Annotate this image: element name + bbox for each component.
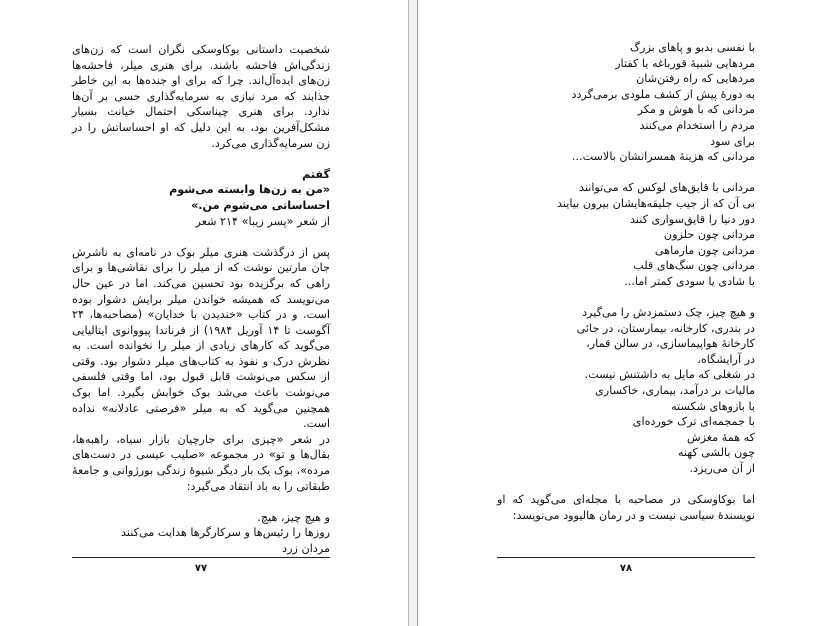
left-poem — [72, 510, 330, 557]
poem-line: مردانی که هزینهٔ همسرانشان بالاست... — [571, 150, 755, 164]
poem-line: روزها را رئیس‌ها و سرکارگرها هدایت می‌کنند — [121, 526, 330, 540]
left-page-body — [72, 42, 330, 557]
poem-line: بی آن که از جیب جلیقه‌هایشان بیرون بیایند — [557, 196, 755, 210]
footer-rule — [497, 557, 755, 558]
poem-line: مردهایی شبیهٔ قورباغه یا کفتار — [615, 56, 755, 70]
poem-line: از آن می‌ریزد. — [689, 462, 755, 476]
quote-source: از شعر «پسر زیبا» ۲۱۴ شعر — [195, 214, 330, 228]
main-paragraph: پس از درگذشت هنری میلر بوک در نامه‌ای به ناشرش جان مارتین نوشت که از میلر را برای نقاشی‌ها و برای راهی که برگزیده بود تحسین می‌کند. اما در عین حال می‌نویسد که همیشه خواندن میلر برایش دشوار بوده است. و در کتاب «خندیدن با خدایان» (مصاحبه‌ها، ۲۴ آگوست تا ۱۴ آوریل ۱۹۸۴) از فرناندا پیووانوی ایتالیایی می‌گوید که کارهای زیادی از میلر را نخوانده است. به نظرش درک و نفوذ به کتاب‌های میلر دشوار بود. وقتی از سکس می‌نوشت قابل قبول بود، اما وقتی فلسفی می‌نوشت باعث می‌شد بوک خوابش بگیرد. اما بوک همچنین می‌گوید که به میلر «فرصتی عادلانه» نداده است. — [72, 245, 330, 431]
book-gutter — [408, 0, 418, 626]
poem-line: مردان زرد — [282, 542, 330, 555]
poem-line: مردم را استخدام می‌کنند — [639, 118, 755, 132]
poem-line: مالیات بر درآمد، بیماری، خاکساری — [595, 384, 755, 398]
poem-line: در آرایشگاه، — [697, 352, 755, 366]
poem-line: برای سود — [710, 134, 755, 148]
poem-line: با شادی یا سودی کمتر اما... — [624, 274, 755, 288]
page-number: ۷۸ — [619, 563, 633, 574]
poem-line: و هیچ چیز، چک دستمزدش را می‌گیرد — [582, 306, 755, 320]
quote-line: احساساتی می‌شوم من.» — [191, 198, 330, 212]
poem-line: مردهایی که راه رفتن‌شان — [636, 72, 755, 86]
poem-line: مردانی چون حلزون — [663, 228, 755, 242]
poem-line: با بازوهای شکسته — [671, 399, 755, 413]
poem-line: که همهٔ مغزش — [686, 430, 755, 444]
poem-line: مردانی که با هوش و مکر — [637, 103, 755, 117]
footer-rule — [72, 557, 330, 558]
poem-line: مردانی چون سگ‌های قلب — [633, 259, 755, 273]
poem-line: دور دنیا را قایق‌سواری کنند — [630, 212, 755, 226]
poem-line: و هیچ چیز، هیچ. — [257, 510, 330, 524]
poem-line: با جمجمه‌ای ترک خورده‌ای — [632, 415, 755, 429]
poem-line: کارخانهٔ هواپیماسازی، در سالن قمار، — [586, 337, 755, 351]
intro-paragraph: شخصیت داستانی بوکاوسکی نگران است که زن‌های زندگی‌اش فاحشه باشند. برای هنری میلر، فاحشه‌ها زن‌های ایده‌آل‌اند. چرا که برای او جنده‌ها به این خاطر جذابند که مرد نیازی به سرمایه‌گذاری حسی بر آن‌ها ندارد. برای هنری چیناسکی احتمال خیانت بسیار مشکل‌آفرین بود، به این دلیل که او احساساتش را در زن سرمایه‌گذاری می‌کرد. — [72, 43, 330, 150]
poem-line: مردانی چون مارماهی — [654, 243, 755, 257]
poem-line: مردانی با قایق‌های لوکس که می‌توانند — [578, 181, 755, 195]
right-page-body — [497, 40, 755, 523]
poem-line: در شغلی که مایل به داشتنش نیست. — [584, 368, 755, 382]
quote-heading: گفتم — [302, 167, 330, 181]
poem-line: به دورهٔ پیش از کشف ملودی برمی‌گردد — [571, 87, 755, 101]
page-number: ۷۷ — [194, 563, 208, 574]
second-paragraph: در شعر «چیزی برای جارچیان بازار سیاه، راهبه‌ها، بقال‌ها و تو» در مجموعه «صلیب عیسی در دست‌های مرده»، بوک یک بار دیگر شیوهٔ زندگی بورژوانی و جامعهٔ طبقاتی را به باد انتقاد می‌گیرد: — [72, 432, 330, 493]
poem-line: با نفسی بدبو و پاهای بزرگ — [630, 41, 755, 54]
poem-line: چون بالشی کهنه — [677, 446, 755, 460]
quote-line: «من به زن‌ها وابسته می‌شوم — [169, 183, 330, 197]
poem-line: در بندری، کارخانه، بیمارستان، در جائی — [576, 321, 755, 335]
closing-paragraph: اما بوکاوسکی در مصاحبه با مجله‌ای می‌گوید که او نویسندهٔ سیاسی نیست و در رمان هالیوود می‌نویسد: — [497, 493, 755, 522]
